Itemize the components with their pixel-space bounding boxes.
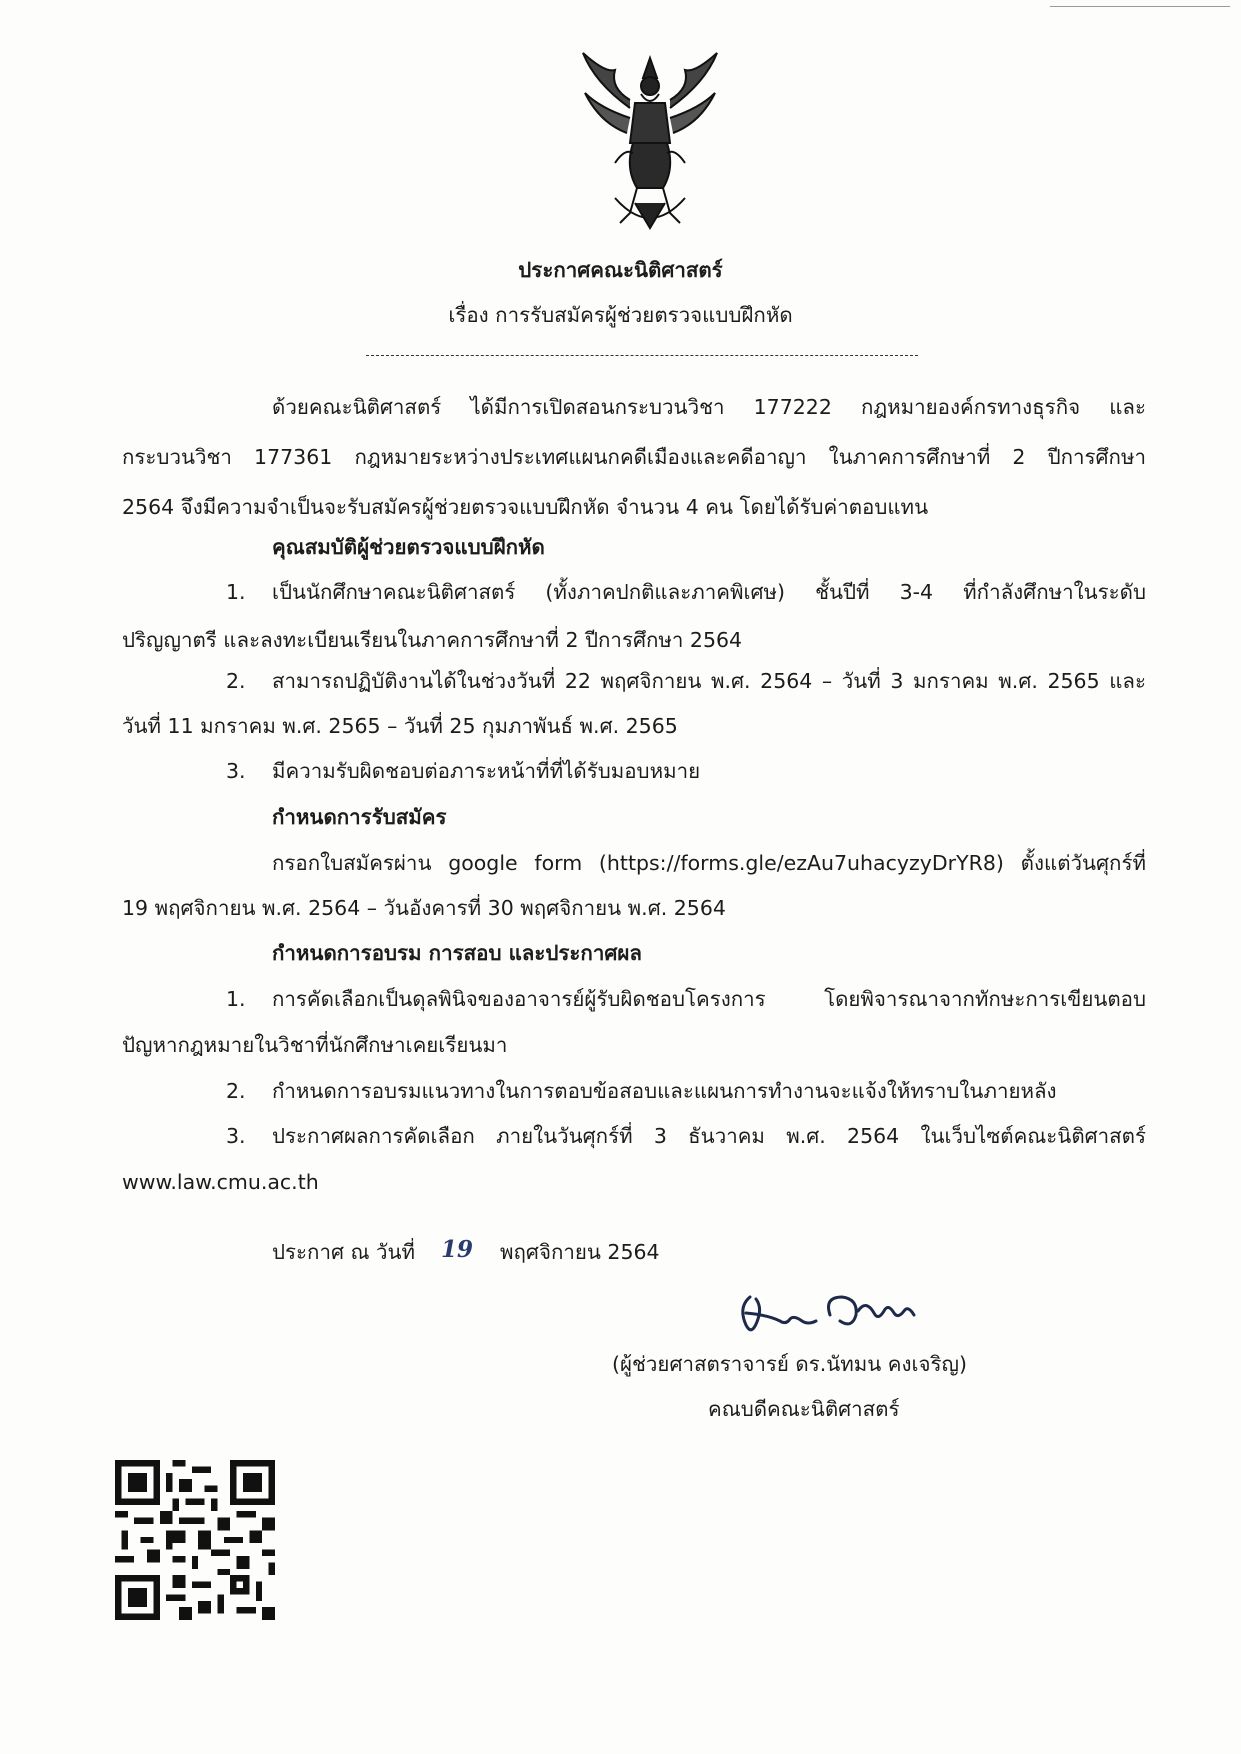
application-line-1: กรอกใบสมัครผ่าน google form (https://forms.gle/ezAu7uhacyzyDrYR8) ตั้งแต่วันศุกร์ที่ <box>272 851 1146 875</box>
signature-image <box>728 1285 928 1345</box>
application-line-2: 19 พฤศจิกายน พ.ศ. 2564 – วันอังคารที่ 30 พฤศจิกายน พ.ศ. 2564 <box>122 896 726 920</box>
application-heading: กำหนดการรับสมัคร <box>272 805 447 829</box>
announce-month-year: พฤศจิกายน 2564 <box>500 1240 660 1264</box>
intro-line-3: 2564 จึงมีความจำเป็นจะรับสมัครผู้ช่วยตรวจแบบฝึกหัด จำนวน 4 คน โดยได้รับค่าตอบแทน <box>122 495 929 519</box>
sched-1-line-2: ปัญหากฎหมายในวิชาที่นักศึกษาเคยเรียนมา <box>122 1033 508 1057</box>
sched-3-line-1: ประกาศผลการคัดเลือก ภายในวันศุกร์ที่ 3 ธันวาคม พ.ศ. 2564 ในเว็บไซต์คณะนิติศาสตร์ <box>272 1124 1146 1148</box>
intro-line-2: กระบวนวิชา 177361 กฎหมายระหว่างประเทศแผนกคดีเมืองและคดีอาญา ในภาคการศึกษาที่ 2 ปีการศึกษา <box>122 445 1146 469</box>
qualifications-heading: คุณสมบัติผู้ช่วยตรวจแบบฝึกหัด <box>272 535 545 559</box>
qual-2-number: 2. <box>226 669 246 693</box>
subject-line: เรื่อง การรับสมัครผู้ช่วยตรวจแบบฝึกหัด <box>448 303 793 327</box>
announce-day: 19 <box>441 1236 474 1263</box>
garuda-emblem-icon <box>575 48 725 230</box>
divider <box>366 355 918 356</box>
scan-edge-line <box>1050 6 1230 7</box>
sched-3-line-2: www.law.cmu.ac.th <box>122 1170 319 1194</box>
qual-3-line-1: มีความรับผิดชอบต่อภาระหน้าที่ที่ได้รับมอบหมาย <box>272 759 701 783</box>
qr-code[interactable] <box>115 1460 275 1620</box>
sched-1-number: 1. <box>226 987 246 1011</box>
sched-3-number: 3. <box>226 1124 246 1148</box>
qual-2-line-1: สามารถปฏิบัติงานได้ในช่วงวันที่ 22 พฤศจิกายน พ.ศ. 2564 – วันที่ 3 มกราคม พ.ศ. 2565 และ <box>272 669 1146 693</box>
announce-prefix: ประกาศ ณ วันที่ <box>272 1240 416 1264</box>
qual-2-line-2: วันที่ 11 มกราคม พ.ศ. 2565 – วันที่ 25 กุมภาพันธ์ พ.ศ. 2565 <box>122 714 678 738</box>
signatory-position: คณบดีคณะนิติศาสตร์ <box>708 1397 900 1421</box>
schedule-heading: กำหนดการอบรม การสอบ และประกาศผล <box>272 941 642 965</box>
intro-line-1: ด้วยคณะนิติศาสตร์ ได้มีการเปิดสอนกระบวนวิชา 177222 กฎหมายองค์กรทางธุรกิจ และ <box>272 395 1146 419</box>
page-title: ประกาศคณะนิติศาสตร์ <box>518 258 723 282</box>
sched-1-line-1: การคัดเลือกเป็นดุลพินิจของอาจารย์ผู้รับผิดชอบโครงการ โดยพิจารณาจากทักษะการเขียนตอบ <box>272 987 1146 1011</box>
qual-1-line-1: เป็นนักศึกษาคณะนิติศาสตร์ (ทั้งภาคปกติและภาคพิเศษ) ชั้นปีที่ 3-4 ที่กำลังศึกษาในระดับ <box>272 580 1146 604</box>
sched-2-number: 2. <box>226 1079 246 1103</box>
qual-1-number: 1. <box>226 580 246 604</box>
qual-1-line-2: ปริญญาตรี และลงทะเบียนเรียนในภาคการศึกษาที่ 2 ปีการศึกษา 2564 <box>122 628 743 652</box>
sched-2-line-1: กำหนดการอบรมแนวทางในการตอบข้อสอบและแผนการทำงานจะแจ้งให้ทราบในภายหลัง <box>272 1079 1057 1103</box>
signatory-name: (ผู้ช่วยศาสตราจารย์ ดร.นัทมน คงเจริญ) <box>612 1352 968 1376</box>
qual-3-number: 3. <box>226 759 246 783</box>
